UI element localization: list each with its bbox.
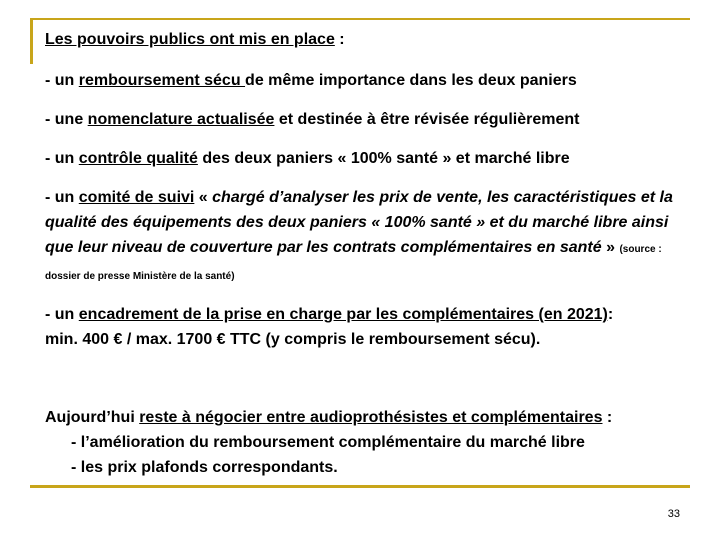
today-underlined: reste à négocier entre audioprothésistes et complémentaires [139, 409, 603, 426]
bullet-remboursement [45, 68, 695, 93]
bullet-rest: des deux paniers « 100% santé » et marché libre [197, 150, 570, 167]
bullet-line2: min. 400 € / max. 1700 € TTC (y compris le remboursement sécu). [45, 331, 541, 348]
bullet-prefix: - un [45, 306, 79, 323]
bullet-rest: de même importance dans les deux paniers [245, 72, 577, 89]
quote-text: chargé d’analyser les prix de vente, les caractéristiques et la qualité des équipements des deux paniers « 100% santé » et du marché libre ainsi que leur niveau de couverture par les contrats complémentaires en santé [45, 189, 673, 256]
bullet-prefix: - une [45, 111, 88, 128]
heading-text: Les pouvoirs publics ont mis en place [45, 31, 335, 48]
page-number: 33 [667, 508, 680, 520]
today-item-1: - l’amélioration du remboursement complémentaire du marché libre [71, 434, 585, 451]
accent-rule-bottom [30, 485, 690, 488]
bullet-rest: : [607, 306, 614, 323]
source-note: (source : dossier de presse Ministère de la santé) [45, 244, 662, 282]
bullet-underlined: encadrement de la prise en charge par les complémentaires (en 2021) [78, 306, 608, 323]
accent-rule-left [30, 18, 33, 64]
bullet-nomenclature [45, 107, 695, 132]
today-heading [45, 405, 695, 430]
bullet-prefix: - un [45, 72, 79, 89]
today-lead: Aujourd’hui [45, 409, 140, 426]
quote-close: » [601, 239, 620, 256]
accent-rule-top [30, 18, 690, 20]
heading-suffix: : [334, 31, 345, 48]
bullet-encadrement [45, 302, 695, 352]
today-item-2: - les prix plafonds correspondants. [71, 459, 338, 476]
bullet-rest: et destinée à être révisée régulièrement [274, 111, 580, 128]
bullet-comite-suivi [45, 185, 695, 289]
bullet-underlined: contrôle qualité [78, 150, 198, 167]
bullet-underlined: comité de suivi [78, 189, 195, 206]
bullet-prefix: - un [45, 150, 79, 167]
quote-open: « [194, 189, 213, 206]
heading [45, 27, 695, 52]
today-block [45, 405, 695, 480]
bullet-underlined: nomenclature actualisée [87, 111, 275, 128]
today-colon: : [602, 409, 613, 426]
bullet-prefix: - un [45, 189, 79, 206]
bullet-underlined: remboursement sécu [78, 72, 246, 89]
bullet-controle-qualite [45, 146, 695, 171]
